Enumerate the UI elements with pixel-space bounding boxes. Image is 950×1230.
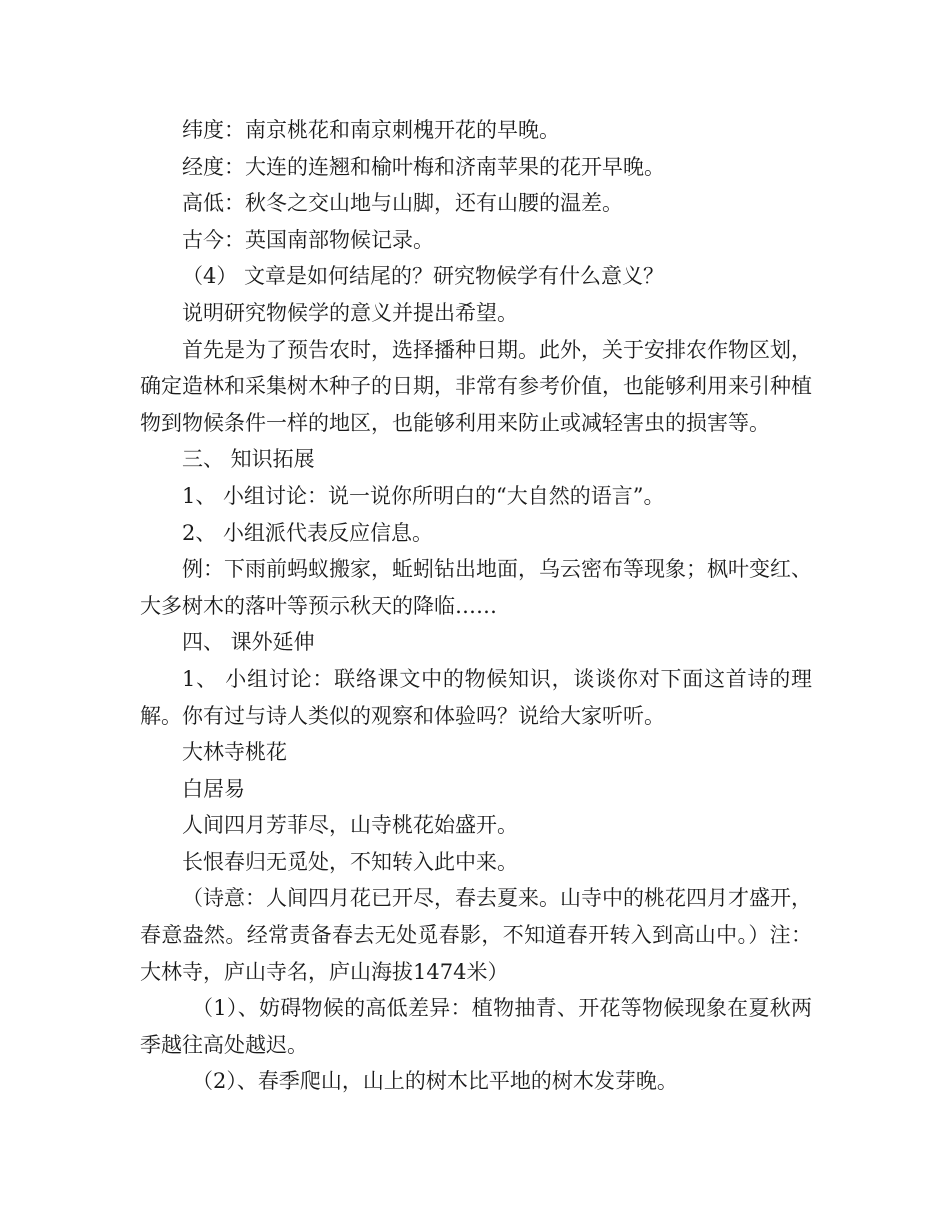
section-heading-3: 三、 知识拓展 [182,447,315,472]
point-2: （2）、春季爬山，山上的树木比平地的树木发芽晚。 [192,1069,678,1094]
poem-interpretation: （诗意：人间四月花已开尽，春去夏来。山寺中的桃花四月才盛开，春意盎然。经常责备春去无处觅春影，不知道春开转入到高山中。）注：大林寺，庐山寺名，庐山海拔1474米） [140,886,812,984]
list-item-discussion-2: 2、 小组派代表反应信息。 [182,520,434,545]
point-1: （1）、妨碍物候的高低差异：植物抽青、开花等物候现象在夏秋两季越往高处越迟。 [140,996,812,1057]
poem-line-2: 长恨春归无觅处，不知转入此中来。 [182,849,518,874]
poem-author: 白居易 [182,776,245,801]
paragraph-significance: 说明研究物候学的意义并提出希望。 [182,300,518,325]
document-body [140,112,812,1100]
paragraph-altitude: 高低：秋冬之交山地与山脚，还有山腰的温差。 [182,191,623,216]
list-item-discussion-1: 1、 小组讨论：说一说你所明白的“大自然的语言”。 [182,483,665,508]
paragraph-latitude: 纬度：南京桃花和南京刺槐开花的早晚。 [182,118,560,142]
paragraph-longitude: 经度：大连的连翘和榆叶梅和济南苹果的花开早晚。 [182,154,665,179]
paragraph-ancient-modern: 古今：英国南部物候记录。 [182,227,434,252]
paragraph-significance-detail: 首先是为了预告农时，选择播种日期。此外，关于安排农作物区划，确定造林和采集树木种子的日期，非常有参考价值，也能够利用来引种植物到物候条件一样的地区，也能够利用来防止或减轻害虫的损害等。 [140,337,812,435]
list-item-extension-1: 1、 小组讨论：联络课文中的物候知识，谈谈你对下面这首诗的理解。你有过与诗人类似的观察和体验吗？说给大家听听。 [140,666,812,728]
paragraph-example: 例：下雨前蚂蚁搬家，蚯蚓钻出地面，乌云密布等现象；枫叶变红、大多树木的落叶等预示秋天的降临…… [140,557,812,618]
poem-title: 大林寺桃花 [182,740,287,765]
question-4: （4） 文章是如何结尾的？研究物候学有什么意义？ [182,264,665,289]
poem-line-1: 人间四月芳菲尽，山寺桃花始盛开。 [182,813,518,838]
section-heading-4: 四、 课外延伸 [182,630,315,655]
